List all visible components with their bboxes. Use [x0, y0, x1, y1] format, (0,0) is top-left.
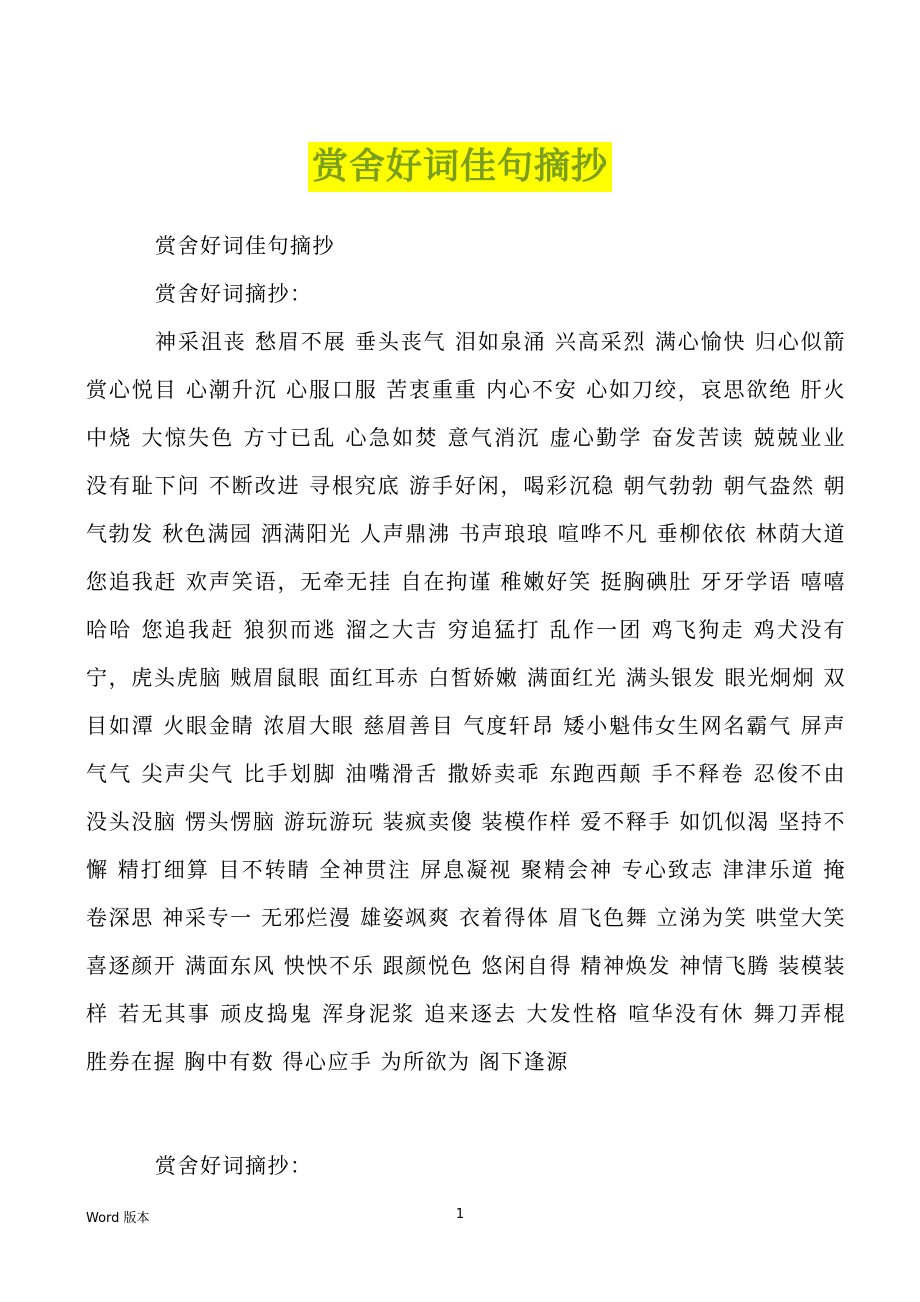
paragraph-section-heading: 赏舍好词摘抄： [155, 282, 313, 306]
footer-page-number: 1 [455, 1207, 465, 1222]
document-title: 赏舍好词佳句摘抄 [308, 142, 612, 192]
footer-version-label: Word 版本 [86, 1211, 150, 1226]
paragraph-section-heading-2: 赏舍好词摘抄： [155, 1154, 313, 1178]
title-container [0, 142, 920, 192]
paragraph-word-list: 神采沮丧 愁眉不展 垂头丧气 泪如泉涌 兴高采烈 满心愉快 归心似箭 赏心悦目 心潮升沉 心服口服 苦衷重重 内心不安 心如刀绞，哀思欲绝 肝火中烧 大惊失色 方寸已乱 心急如焚 意气消沉 虚心勤学 奋发苦读 兢兢业业 没有耻下问 不断改进 寻根究底 游手好闲，喝彩沉稳 朝气勃勃 朝气盎然 朝气勃发 秋色满园 洒满阳光 人声鼎沸 书声琅琅 喧哗不凡 垂柳依依 林荫大道 您追我赶 欢声笑语，无牵无挂 自在拘谨 稚嫩好笑 挺胸碘肚 牙牙学语 嘻嘻哈哈 您追我赶 狼狈而逃 溜之大吉 穷追猛打 乱作一团 鸡飞狗走 鸡犬没有宁，虎头虎脑 贼眉鼠眼 面红耳赤 白皙娇嫩 满面红光 满头银发 眼光炯炯 双目如潭 火眼金睛 浓眉大眼 慈眉善目 气度轩昂 矮小魁伟女生网名霸气 屏声气气 尖声尖气 比手划脚 油嘴滑舌 撒娇卖乖 东跑西颠 手不释卷 忍俊不由 没头没脑 愣头愣脑 游玩游玩 装疯卖傻 装模作样 爱不释手 如饥似渴 坚持不懈 精打细算 目不转睛 全神贯注 屏息凝视 聚精会神 专心致志 津津乐道 掩卷深思 神采专一 无邪烂漫 雄姿飒爽 衣着得体 眉飞色舞 立涕为笑 哄堂大笑 喜逐颜开 满面东风 怏怏不乐 跟颜悦色 悠闲自得 精神焕发 神情飞腾 装模装样 若无其事 顽皮捣鬼 浑身泥浆 追来逐去 大发性格 喧华没有休 舞刀弄棍 胜券在握 胸中有数 得心应手 为所欲为 阁下逢源 [86, 330, 846, 1074]
paragraph-subtitle: 赏舍好词佳句摘抄 [155, 234, 335, 258]
